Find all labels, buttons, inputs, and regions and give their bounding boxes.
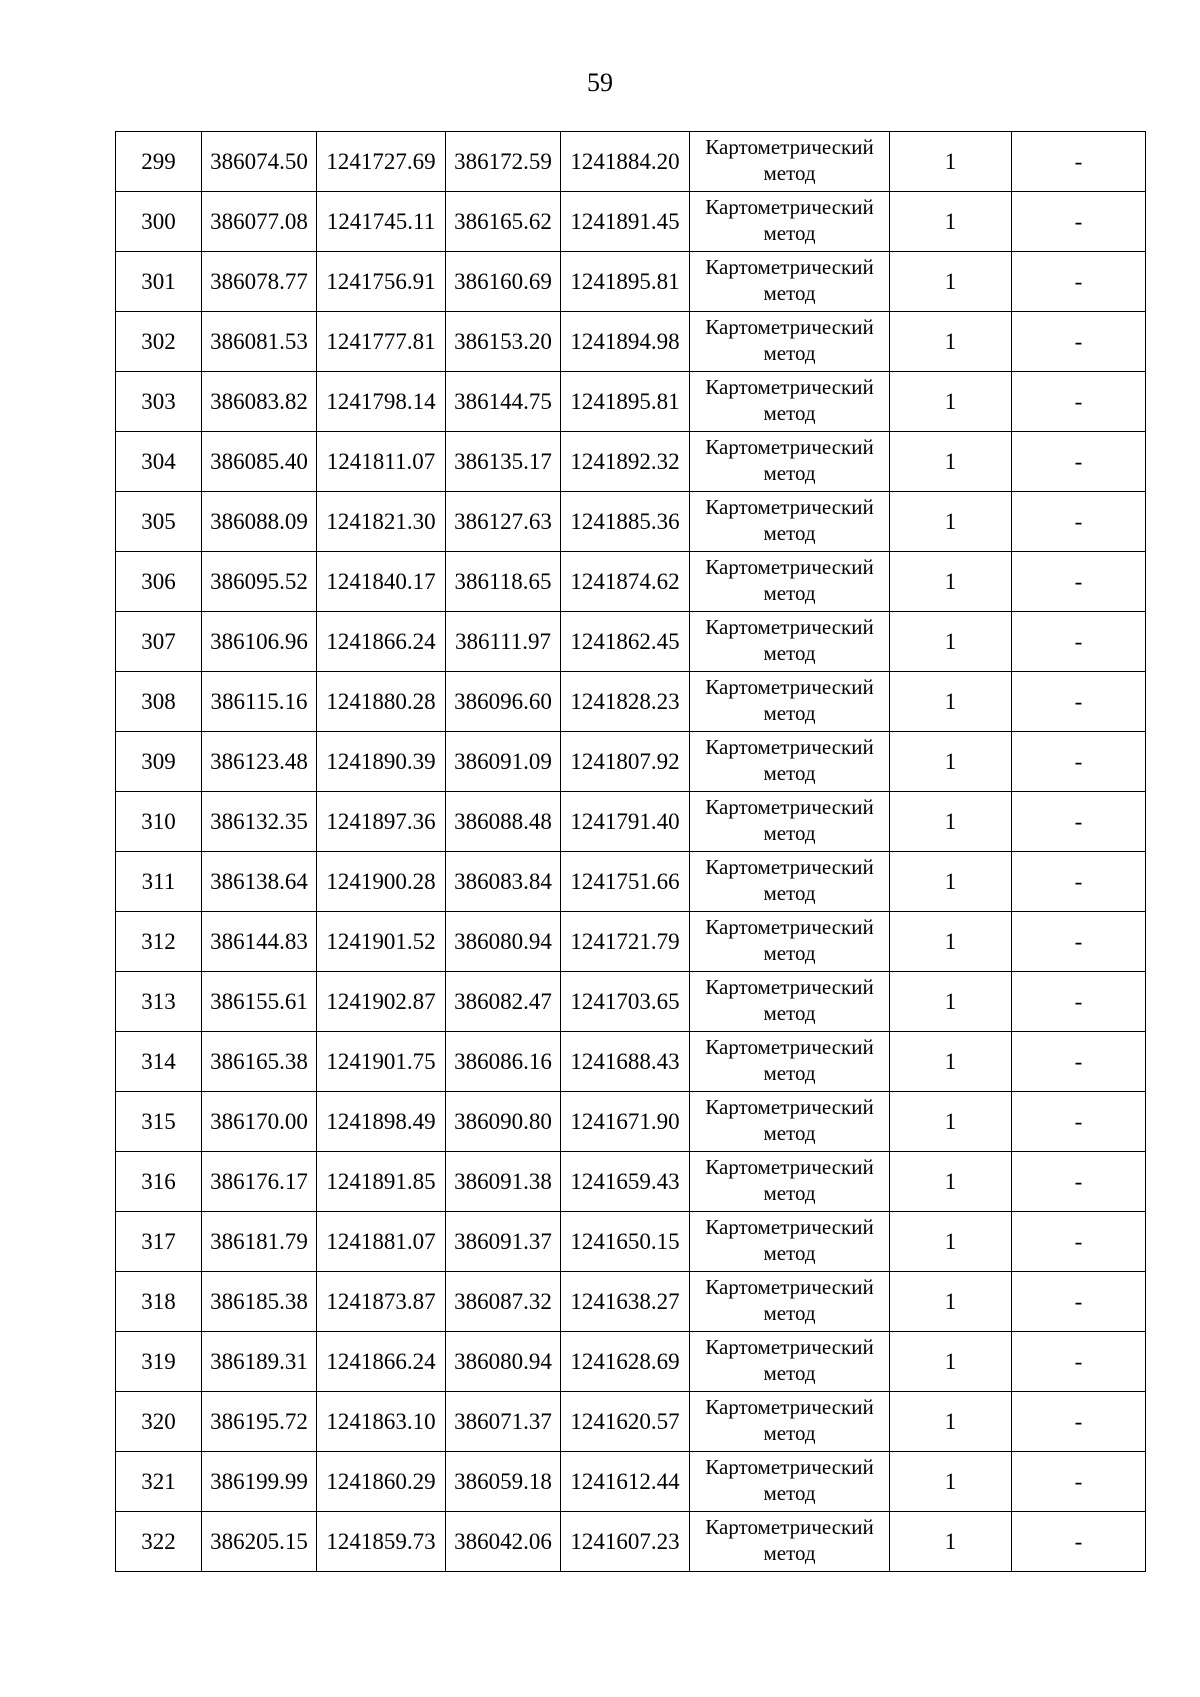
accuracy-cell: 1 xyxy=(890,1032,1012,1092)
method-cell xyxy=(690,1392,890,1452)
point-number-cell: 322 xyxy=(116,1512,202,1572)
accuracy-cell: 1 xyxy=(890,912,1012,972)
description-cell: - xyxy=(1012,1332,1146,1392)
table-row xyxy=(116,732,1146,792)
method-line-1: Картометрический xyxy=(705,195,874,219)
description-cell: - xyxy=(1012,192,1146,252)
accuracy-cell: 1 xyxy=(890,972,1012,1032)
method-line-2: метод xyxy=(763,1421,816,1445)
accuracy-cell: 1 xyxy=(890,612,1012,672)
x2-cell: 386118.65 xyxy=(446,552,561,612)
method-cell xyxy=(690,972,890,1032)
method-line-2: метод xyxy=(763,641,816,665)
x1-cell: 386195.72 xyxy=(202,1392,317,1452)
method-line-1: Картометрический xyxy=(705,735,874,759)
y2-cell: 1241891.45 xyxy=(561,192,690,252)
method-cell xyxy=(690,1512,890,1572)
method-cell xyxy=(690,1212,890,1272)
y1-cell: 1241880.28 xyxy=(317,672,446,732)
y1-cell: 1241901.52 xyxy=(317,912,446,972)
x2-cell: 386087.32 xyxy=(446,1272,561,1332)
accuracy-cell: 1 xyxy=(890,372,1012,432)
table-row xyxy=(116,672,1146,732)
method-line-2: метод xyxy=(763,1121,816,1145)
accuracy-cell: 1 xyxy=(890,432,1012,492)
y1-cell: 1241901.75 xyxy=(317,1032,446,1092)
x1-cell: 386083.82 xyxy=(202,372,317,432)
method-line-2: метод xyxy=(763,461,816,485)
accuracy-cell: 1 xyxy=(890,132,1012,192)
coordinates-table xyxy=(115,131,1146,1572)
accuracy-cell: 1 xyxy=(890,1392,1012,1452)
y1-cell: 1241745.11 xyxy=(317,192,446,252)
method-cell xyxy=(690,132,890,192)
x2-cell: 386127.63 xyxy=(446,492,561,552)
y2-cell: 1241620.57 xyxy=(561,1392,690,1452)
y1-cell: 1241821.30 xyxy=(317,492,446,552)
table-row xyxy=(116,1092,1146,1152)
y1-cell: 1241881.07 xyxy=(317,1212,446,1272)
y2-cell: 1241628.69 xyxy=(561,1332,690,1392)
table-row xyxy=(116,1452,1146,1512)
method-line-1: Картометрический xyxy=(705,795,874,819)
table-row xyxy=(116,1332,1146,1392)
method-line-1: Картометрический xyxy=(705,1215,874,1239)
method-line-2: метод xyxy=(763,1361,816,1385)
x2-cell: 386071.37 xyxy=(446,1392,561,1452)
x2-cell: 386080.94 xyxy=(446,912,561,972)
point-number-cell: 299 xyxy=(116,132,202,192)
table-row xyxy=(116,252,1146,312)
description-cell: - xyxy=(1012,552,1146,612)
method-line-1: Картометрический xyxy=(705,1275,874,1299)
description-cell: - xyxy=(1012,1212,1146,1272)
table-row xyxy=(116,132,1146,192)
accuracy-cell: 1 xyxy=(890,192,1012,252)
y1-cell: 1241898.49 xyxy=(317,1092,446,1152)
method-line-2: метод xyxy=(763,341,816,365)
table-row xyxy=(116,1032,1146,1092)
y2-cell: 1241895.81 xyxy=(561,372,690,432)
x1-cell: 386095.52 xyxy=(202,552,317,612)
description-cell: - xyxy=(1012,912,1146,972)
table-row xyxy=(116,1392,1146,1452)
y2-cell: 1241659.43 xyxy=(561,1152,690,1212)
table-row xyxy=(116,1212,1146,1272)
method-cell xyxy=(690,252,890,312)
accuracy-cell: 1 xyxy=(890,252,1012,312)
point-number-cell: 320 xyxy=(116,1392,202,1452)
y1-cell: 1241860.29 xyxy=(317,1452,446,1512)
method-line-1: Картометрический xyxy=(705,375,874,399)
description-cell: - xyxy=(1012,312,1146,372)
x2-cell: 386088.48 xyxy=(446,792,561,852)
y1-cell: 1241897.36 xyxy=(317,792,446,852)
description-cell: - xyxy=(1012,372,1146,432)
y2-cell: 1241807.92 xyxy=(561,732,690,792)
y2-cell: 1241892.32 xyxy=(561,432,690,492)
accuracy-cell: 1 xyxy=(890,732,1012,792)
table-row xyxy=(116,192,1146,252)
x2-cell: 386082.47 xyxy=(446,972,561,1032)
y1-cell: 1241900.28 xyxy=(317,852,446,912)
y1-cell: 1241811.07 xyxy=(317,432,446,492)
accuracy-cell: 1 xyxy=(890,552,1012,612)
y2-cell: 1241721.79 xyxy=(561,912,690,972)
x1-cell: 386155.61 xyxy=(202,972,317,1032)
y1-cell: 1241756.91 xyxy=(317,252,446,312)
table-row xyxy=(116,1152,1146,1212)
method-cell xyxy=(690,552,890,612)
y1-cell: 1241863.10 xyxy=(317,1392,446,1452)
description-cell: - xyxy=(1012,1032,1146,1092)
table-row xyxy=(116,792,1146,852)
y2-cell: 1241895.81 xyxy=(561,252,690,312)
description-cell: - xyxy=(1012,492,1146,552)
point-number-cell: 311 xyxy=(116,852,202,912)
description-cell: - xyxy=(1012,132,1146,192)
x1-cell: 386138.64 xyxy=(202,852,317,912)
method-line-1: Картометрический xyxy=(705,1515,874,1539)
point-number-cell: 304 xyxy=(116,432,202,492)
accuracy-cell: 1 xyxy=(890,312,1012,372)
y1-cell: 1241873.87 xyxy=(317,1272,446,1332)
method-cell xyxy=(690,1452,890,1512)
y2-cell: 1241638.27 xyxy=(561,1272,690,1332)
x1-cell: 386078.77 xyxy=(202,252,317,312)
x1-cell: 386085.40 xyxy=(202,432,317,492)
x1-cell: 386181.79 xyxy=(202,1212,317,1272)
x1-cell: 386115.16 xyxy=(202,672,317,732)
accuracy-cell: 1 xyxy=(890,792,1012,852)
method-line-1: Картометрический xyxy=(705,435,874,459)
description-cell: - xyxy=(1012,672,1146,732)
x1-cell: 386144.83 xyxy=(202,912,317,972)
x2-cell: 386135.17 xyxy=(446,432,561,492)
accuracy-cell: 1 xyxy=(890,1212,1012,1272)
table-body xyxy=(116,132,1146,1572)
x2-cell: 386096.60 xyxy=(446,672,561,732)
y1-cell: 1241866.24 xyxy=(317,612,446,672)
description-cell: - xyxy=(1012,1272,1146,1332)
y2-cell: 1241884.20 xyxy=(561,132,690,192)
y2-cell: 1241874.62 xyxy=(561,552,690,612)
method-line-2: метод xyxy=(763,1001,816,1025)
method-line-2: метод xyxy=(763,1061,816,1085)
point-number-cell: 315 xyxy=(116,1092,202,1152)
point-number-cell: 305 xyxy=(116,492,202,552)
method-line-1: Картометрический xyxy=(705,495,874,519)
table-row xyxy=(116,612,1146,672)
point-number-cell: 312 xyxy=(116,912,202,972)
method-line-1: Картометрический xyxy=(705,315,874,339)
method-cell xyxy=(690,912,890,972)
point-number-cell: 318 xyxy=(116,1272,202,1332)
method-cell xyxy=(690,852,890,912)
table-row xyxy=(116,912,1146,972)
y2-cell: 1241612.44 xyxy=(561,1452,690,1512)
method-cell xyxy=(690,672,890,732)
method-line-2: метод xyxy=(763,941,816,965)
x2-cell: 386091.09 xyxy=(446,732,561,792)
x1-cell: 386165.38 xyxy=(202,1032,317,1092)
y1-cell: 1241859.73 xyxy=(317,1512,446,1572)
method-cell xyxy=(690,1032,890,1092)
method-line-2: метод xyxy=(763,221,816,245)
x1-cell: 386176.17 xyxy=(202,1152,317,1212)
description-cell: - xyxy=(1012,852,1146,912)
y1-cell: 1241890.39 xyxy=(317,732,446,792)
x2-cell: 386083.84 xyxy=(446,852,561,912)
y2-cell: 1241791.40 xyxy=(561,792,690,852)
method-line-2: метод xyxy=(763,821,816,845)
method-line-1: Картометрический xyxy=(705,135,874,159)
x1-cell: 386077.08 xyxy=(202,192,317,252)
accuracy-cell: 1 xyxy=(890,1152,1012,1212)
y2-cell: 1241607.23 xyxy=(561,1512,690,1572)
method-cell xyxy=(690,612,890,672)
accuracy-cell: 1 xyxy=(890,1512,1012,1572)
method-cell xyxy=(690,792,890,852)
x2-cell: 386153.20 xyxy=(446,312,561,372)
x1-cell: 386074.50 xyxy=(202,132,317,192)
method-line-1: Картометрический xyxy=(705,915,874,939)
y2-cell: 1241828.23 xyxy=(561,672,690,732)
x2-cell: 386080.94 xyxy=(446,1332,561,1392)
accuracy-cell: 1 xyxy=(890,672,1012,732)
description-cell: - xyxy=(1012,1452,1146,1512)
point-number-cell: 314 xyxy=(116,1032,202,1092)
y1-cell: 1241891.85 xyxy=(317,1152,446,1212)
method-cell xyxy=(690,732,890,792)
y1-cell: 1241777.81 xyxy=(317,312,446,372)
description-cell: - xyxy=(1012,972,1146,1032)
accuracy-cell: 1 xyxy=(890,852,1012,912)
point-number-cell: 303 xyxy=(116,372,202,432)
description-cell: - xyxy=(1012,612,1146,672)
table-row xyxy=(116,372,1146,432)
method-line-1: Картометрический xyxy=(705,1035,874,1059)
point-number-cell: 310 xyxy=(116,792,202,852)
accuracy-cell: 1 xyxy=(890,1332,1012,1392)
description-cell: - xyxy=(1012,1512,1146,1572)
point-number-cell: 301 xyxy=(116,252,202,312)
x1-cell: 386132.35 xyxy=(202,792,317,852)
method-line-1: Картометрический xyxy=(705,1395,874,1419)
method-line-1: Картометрический xyxy=(705,1095,874,1119)
table-row xyxy=(116,312,1146,372)
point-number-cell: 321 xyxy=(116,1452,202,1512)
method-line-2: метод xyxy=(763,1481,816,1505)
point-number-cell: 307 xyxy=(116,612,202,672)
point-number-cell: 317 xyxy=(116,1212,202,1272)
table-row xyxy=(116,972,1146,1032)
x2-cell: 386160.69 xyxy=(446,252,561,312)
table-row xyxy=(116,852,1146,912)
point-number-cell: 308 xyxy=(116,672,202,732)
method-line-1: Картометрический xyxy=(705,675,874,699)
point-number-cell: 313 xyxy=(116,972,202,1032)
x2-cell: 386165.62 xyxy=(446,192,561,252)
description-cell: - xyxy=(1012,1152,1146,1212)
point-number-cell: 319 xyxy=(116,1332,202,1392)
x1-cell: 386106.96 xyxy=(202,612,317,672)
method-cell xyxy=(690,1332,890,1392)
accuracy-cell: 1 xyxy=(890,1092,1012,1152)
table-row xyxy=(116,1272,1146,1332)
y2-cell: 1241688.43 xyxy=(561,1032,690,1092)
method-cell xyxy=(690,372,890,432)
y2-cell: 1241650.15 xyxy=(561,1212,690,1272)
method-cell xyxy=(690,1092,890,1152)
method-line-2: метод xyxy=(763,1301,816,1325)
y2-cell: 1241862.45 xyxy=(561,612,690,672)
method-line-2: метод xyxy=(763,581,816,605)
y2-cell: 1241885.36 xyxy=(561,492,690,552)
x2-cell: 386042.06 xyxy=(446,1512,561,1572)
point-number-cell: 316 xyxy=(116,1152,202,1212)
method-cell xyxy=(690,192,890,252)
x1-cell: 386081.53 xyxy=(202,312,317,372)
method-line-2: метод xyxy=(763,401,816,425)
method-line-2: метод xyxy=(763,1181,816,1205)
table-row xyxy=(116,1512,1146,1572)
x2-cell: 386091.38 xyxy=(446,1152,561,1212)
point-number-cell: 309 xyxy=(116,732,202,792)
method-cell xyxy=(690,312,890,372)
method-line-2: метод xyxy=(763,161,816,185)
y1-cell: 1241727.69 xyxy=(317,132,446,192)
method-line-1: Картометрический xyxy=(705,555,874,579)
x1-cell: 386189.31 xyxy=(202,1332,317,1392)
y2-cell: 1241703.65 xyxy=(561,972,690,1032)
method-line-2: метод xyxy=(763,1541,816,1565)
x2-cell: 386059.18 xyxy=(446,1452,561,1512)
y1-cell: 1241840.17 xyxy=(317,552,446,612)
method-line-2: метод xyxy=(763,881,816,905)
x2-cell: 386090.80 xyxy=(446,1092,561,1152)
x1-cell: 386205.15 xyxy=(202,1512,317,1572)
method-line-1: Картометрический xyxy=(705,1155,874,1179)
y2-cell: 1241894.98 xyxy=(561,312,690,372)
x1-cell: 386088.09 xyxy=(202,492,317,552)
method-cell xyxy=(690,432,890,492)
method-line-2: метод xyxy=(763,761,816,785)
x2-cell: 386086.16 xyxy=(446,1032,561,1092)
method-line-2: метод xyxy=(763,1241,816,1265)
method-line-1: Картометрический xyxy=(705,1335,874,1359)
y1-cell: 1241798.14 xyxy=(317,372,446,432)
description-cell: - xyxy=(1012,1092,1146,1152)
method-cell xyxy=(690,1272,890,1332)
method-cell xyxy=(690,1152,890,1212)
method-line-1: Картометрический xyxy=(705,615,874,639)
y1-cell: 1241866.24 xyxy=(317,1332,446,1392)
point-number-cell: 300 xyxy=(116,192,202,252)
page-number: 59 xyxy=(587,68,613,97)
table-row xyxy=(116,432,1146,492)
description-cell: - xyxy=(1012,1392,1146,1452)
description-cell: - xyxy=(1012,432,1146,492)
table-row xyxy=(116,552,1146,612)
method-line-2: метод xyxy=(763,701,816,725)
accuracy-cell: 1 xyxy=(890,1272,1012,1332)
point-number-cell: 302 xyxy=(116,312,202,372)
point-number-cell: 306 xyxy=(116,552,202,612)
x2-cell: 386144.75 xyxy=(446,372,561,432)
table-row xyxy=(116,492,1146,552)
x1-cell: 386199.99 xyxy=(202,1452,317,1512)
y1-cell: 1241902.87 xyxy=(317,972,446,1032)
x1-cell: 386170.00 xyxy=(202,1092,317,1152)
method-line-1: Картометрический xyxy=(705,855,874,879)
method-line-1: Картометрический xyxy=(705,1455,874,1479)
accuracy-cell: 1 xyxy=(890,492,1012,552)
method-line-2: метод xyxy=(763,521,816,545)
method-line-1: Картометрический xyxy=(705,975,874,999)
y2-cell: 1241671.90 xyxy=(561,1092,690,1152)
method-line-2: метод xyxy=(763,281,816,305)
x2-cell: 386091.37 xyxy=(446,1212,561,1272)
method-cell xyxy=(690,492,890,552)
description-cell: - xyxy=(1012,732,1146,792)
x1-cell: 386185.38 xyxy=(202,1272,317,1332)
x2-cell: 386111.97 xyxy=(446,612,561,672)
description-cell: - xyxy=(1012,252,1146,312)
x2-cell: 386172.59 xyxy=(446,132,561,192)
accuracy-cell: 1 xyxy=(890,1452,1012,1512)
y2-cell: 1241751.66 xyxy=(561,852,690,912)
method-line-1: Картометрический xyxy=(705,255,874,279)
description-cell: - xyxy=(1012,792,1146,852)
x1-cell: 386123.48 xyxy=(202,732,317,792)
